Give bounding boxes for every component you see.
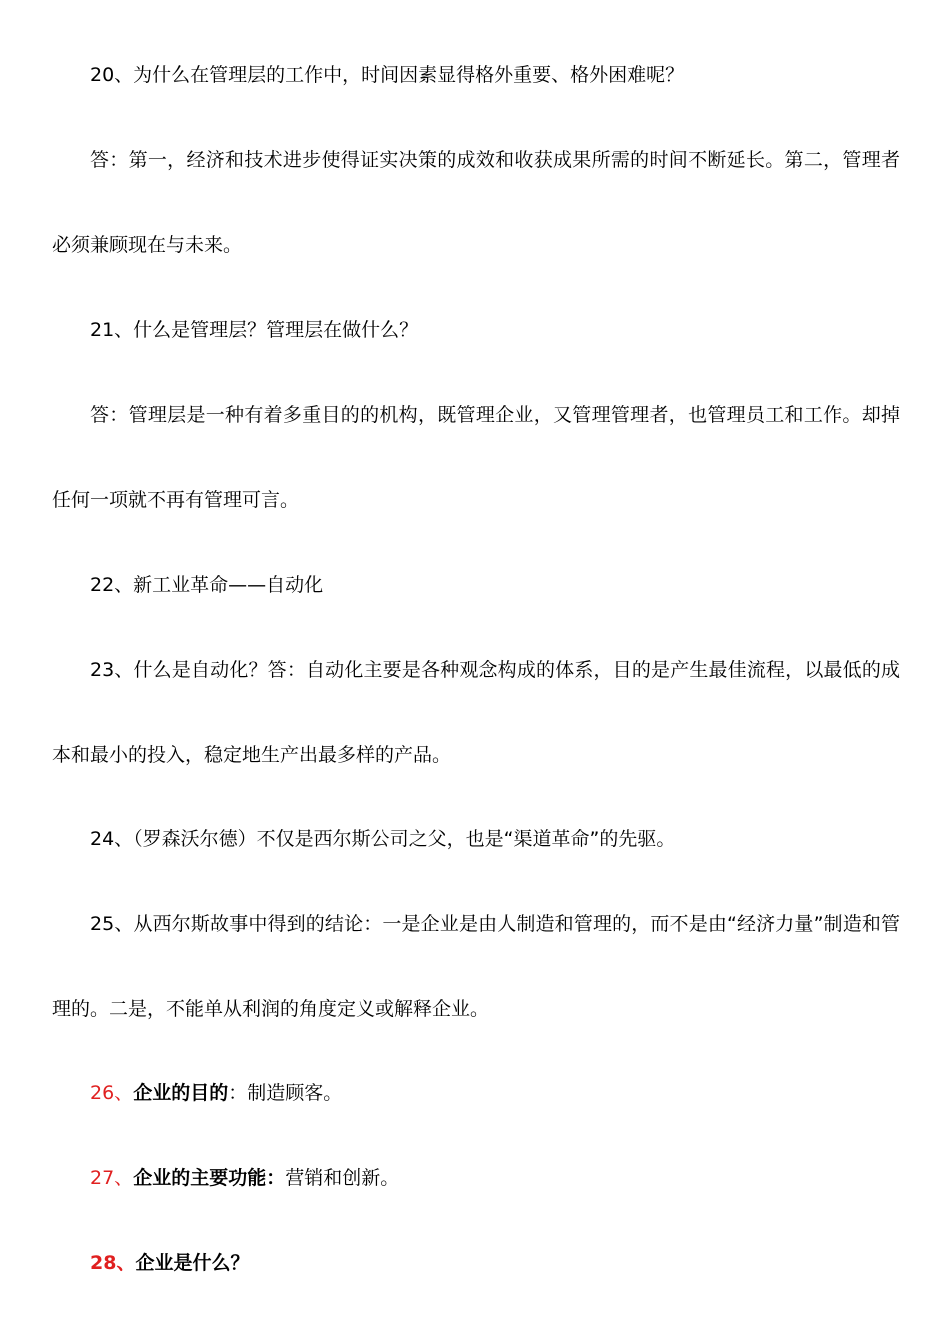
question-20: 20、为什么在管理层的工作中，时间因素显得格外重要、格外困难呢？ — [90, 64, 685, 86]
item-26-number: 26、 — [90, 1082, 134, 1104]
item-28 — [52, 1221, 900, 1306]
item-24: 24、（罗森沃尔德）不仅是西尔斯公司之父，也是“渠道革命”的先驱。 — [90, 828, 676, 850]
item-23: 23、什么是自动化？答：自动化主要是各种观念构成的体系，目的是产生最佳流程，以最低的成本和最小的投入，稳定地生产出最多样的产品。 — [52, 659, 900, 766]
item-27-number: 27、 — [90, 1167, 134, 1189]
item-27-term: 企业的主要功能： — [133, 1167, 286, 1189]
answer-20: 答：第一，经济和技术进步使得证实决策的成效和收获成果所需的时间不断延长。第二，管理者必须兼顾现在与未来。 — [52, 149, 900, 256]
item-26-rest: ：制造顾客。 — [228, 1082, 343, 1104]
item-27 — [52, 1136, 900, 1221]
question-21: 21、什么是管理层？管理层在做什么？ — [90, 319, 419, 341]
item-28-number: 28、 — [90, 1252, 136, 1274]
answer-21: 答：管理层是一种有着多重目的的机构，既管理企业，又管理管理者，也管理员工和工作。却掉任何一项就不再有管理可言。 — [52, 404, 900, 511]
item-26-term: 企业的目的 — [133, 1082, 229, 1104]
item-27-rest: 营销和创新。 — [285, 1167, 400, 1189]
item-28-term: 企业是什么？ — [135, 1252, 250, 1274]
item-26 — [52, 1051, 900, 1136]
item-25: 25、从西尔斯故事中得到的结论：一是企业是由人制造和管理的，而不是由“经济力量”制造和管理的。二是，不能单从利润的角度定义或解释企业。 — [52, 913, 900, 1020]
item-22: 22、新工业革命——自动化 — [90, 574, 324, 596]
